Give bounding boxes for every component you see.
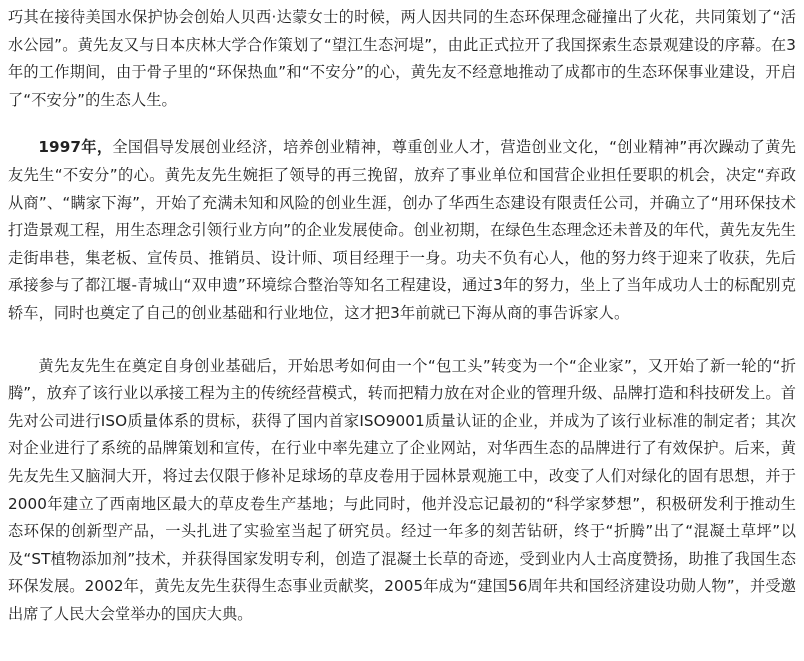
paragraph-1 (8, 4, 796, 114)
paragraph-2-lead-year: 1997年， (38, 138, 113, 157)
paragraph-2-text: 全国倡导发展创业经济，培养创业精神，尊重创业人才，营造创业文化，“创业精神”再次躁动了黄先友先生“不安分”的心。黄先友先生婉拒了领导的再三挽留，放弃了事业单位和国营企业担任要职的机会，决定“弃政从商”、“瞒家下海”，开始了充满未知和风险的创业生涯，创办了华西生态建设有限责任公司，并确立了“用环保技术打造景观工程，用生态理念引领行业方向”的企业发展使命。创业初期，在绿色生态理念还未普及的年代，黄先友先生走街串巷，集老板、宣传员、推销员、设计师、项目经理于一身。功夫不负有心人，他的努力终于迎来了收获，先后承接参与了都江堰-青城山“双申遗”环境综合整治等知名工程建设，通过3年的努力，坐上了当年成功人士的标配别克轿车，同时也奠定了自己的创业基础和行业地位，这才把3年前就已下海从商的事告诉家人。 (8, 138, 796, 322)
paragraph-3-text: 黄先友先生在奠定自身创业基础后，开始思考如何由一个“包工头”转变为一个“企业家”，又开始了新一轮的“折腾”，放弃了该行业以承接工程为主的传统经营模式，转而把精力放在对企业的管理升级、品牌打造和科技研发上。首先对公司进行ISO质量体系的贯标，获得了国内首家ISO9001质量认证的企业，并成为了该行业标准的制定者；其次对企业进行了系统的品牌策划和宣传，在行业中率先建立了企业网站，对华西生态的品牌进行了有效保护。后来，黄先友先生又脑洞大开，将过去仅限于修补足球场的草皮卷用于园林景观施工中，改变了人们对绿化的固有思想，并于2000年建立了西南地区最大的草皮卷生产基地；与此同时，他并没忘记最初的“科学家梦想”，积极研发利于推动生态环保的创新型产品，一头扎进了实验室当起了研究员。经过一年多的刻苦钻研，终于“折腾”出了“混凝土草坪”以及“ST植物添加剂”技术，并获得国家发明专利，创造了混凝土长草的奇迹，受到业内人士高度赞扬，助推了我国生态环保发展。2002年，黄先友先生获得生态事业贡献奖，2005年成为“建国56周年共和国经济建设功勋人物”，并受邀出席了人民大会堂举办的国庆大典。 (8, 356, 796, 623)
paragraph-1-text: 巧其在接待美国水保护协会创始人贝西·达蒙女士的时候，两人因共同的生态环保理念碰撞出了火花，共同策划了“活水公园”。黄先友又与日本庆林大学合作策划了“望江生态河堤”，由此正式拉开了我国探索生态景观建设的序幕。在3年的工作期间，由于骨子里的“环保热血”和“不安分”的心，黄先友不经意地推动了成都市的生态环保事业建设，开启了“不安分”的生态人生。 (8, 8, 796, 109)
paragraph-3 (8, 353, 796, 629)
paragraph-2 (8, 134, 796, 327)
